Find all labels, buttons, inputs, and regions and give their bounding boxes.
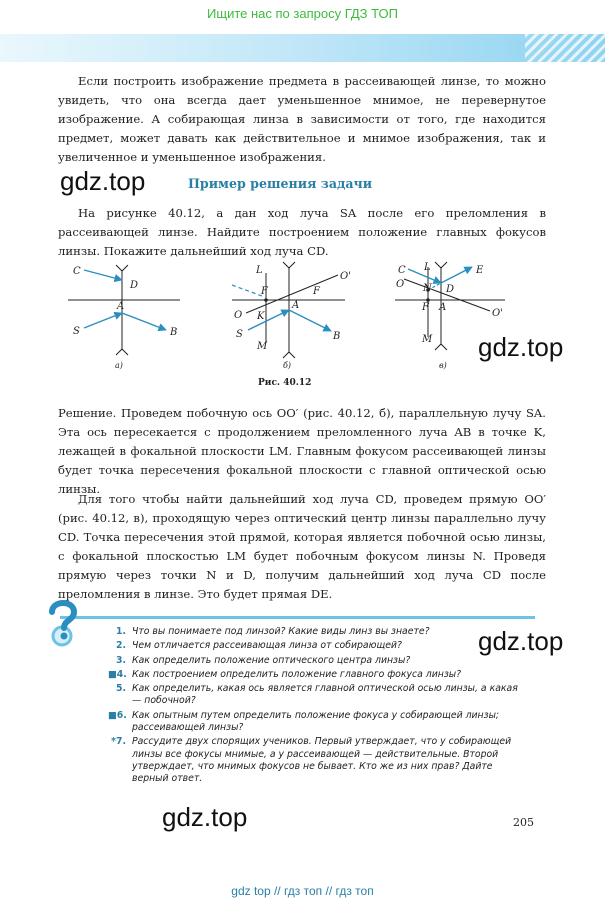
label-L: L — [256, 265, 263, 276]
questions-list — [108, 626, 528, 788]
label-F: F — [422, 302, 429, 313]
question-item: *7. Рассудите двух спорящих учеников. Первый утверждает, что у собирающей линзы все фокусы мнимые, а у рассеивающей — действительные. Второй утверждает, что мнимых фокусов не бывает. Кто же из них прав? Дайте верный ответ. — [111, 736, 512, 785]
label-D: D — [446, 284, 455, 295]
label-D: D — [130, 280, 139, 291]
label-C: C — [398, 265, 406, 276]
label-F-left: F — [261, 286, 268, 297]
label-A: A — [292, 300, 300, 311]
label-A: A — [117, 301, 125, 312]
label-S: S — [73, 326, 80, 337]
subfigure-a — [68, 265, 180, 355]
question-item: 2. Чем отличается рассеивающая линза от собирающей? — [115, 640, 402, 652]
label-A: A — [439, 302, 447, 313]
watermark: gdz.top — [478, 332, 564, 362]
subfig-b-label: б) — [283, 361, 292, 370]
watermark: gdz.top — [162, 802, 248, 832]
label-O: O — [396, 279, 405, 290]
example-title: Пример решения задачи — [188, 176, 373, 191]
subfig-c-label: в) — [439, 361, 447, 370]
label-C: C — [73, 266, 81, 277]
label-L: L — [424, 262, 431, 273]
task-paragraph: На рисунке 40.12, а дан ход луча SA после его преломления в рассеивающей линзе. Найдите построением положение главных фокусов линзы. Покажите дальнейший ход луча CD. — [58, 206, 546, 258]
label-S: S — [236, 329, 243, 340]
intro-paragraph: Если построить изображение предмета в рассеивающей линзе, то можно увидеть, что она всегда дает уменьшенное мнимое, не перевернутое изображение. А собирающая линза в зависимости от того, где находится предмет, может давать как действительное и мнимое изображения, так и увеличенное и уменьшенное изображения. — [58, 74, 546, 164]
label-F-right: F — [313, 286, 320, 297]
figure-caption: Рис. 40.12 — [258, 378, 312, 388]
question-item: 3. Как определить положение оптического центра линзы? — [115, 654, 411, 666]
watermark: gdz.top — [478, 626, 564, 656]
question-item: 1. Что вы понимаете под линзой? Какие виды линз вы знаете? — [115, 626, 430, 637]
label-B: B — [170, 327, 178, 338]
label-E: E — [476, 265, 484, 276]
question-item: ■4. Как построением определить положение главного фокуса линзы? — [108, 668, 462, 680]
label-N: N — [423, 283, 432, 294]
question-mark-icon — [42, 598, 88, 648]
watermark: gdz.top — [60, 166, 146, 196]
label-M: M — [422, 334, 433, 345]
header-band — [0, 34, 605, 62]
question-item: 5. Как определить, какая ось является главной оптической осью линзы, а какая — побочной? — [115, 683, 518, 707]
subfigure-b — [232, 262, 351, 358]
label-K: K — [257, 311, 265, 322]
footer-links[interactable]: gdz top // гдз топ // гдз топ — [231, 884, 374, 898]
question-item: ■6. Как опытным путем определить положение фокуса у собирающей линзы; рассеивающей линзы? — [108, 709, 500, 734]
label-M: M — [257, 341, 268, 352]
solution-paragraph-1: Решение. Проведем побочную ось OO′ (рис. 40.12, б), параллельную лучу SA. Эта ось пересекается с продолжением преломленного луча AB в точке K, лежащей в фокальной плоскости LM. Главным фокусом рассеивающей линзы будет точка пересечения фокальной плоскости с главной оптической осью линзы. — [58, 406, 546, 496]
page-number: 205 — [513, 816, 534, 829]
label-O-prime: O' — [340, 271, 351, 282]
top-search-link[interactable]: Ищите нас по запросу ГДЗ ТОП — [207, 6, 398, 21]
label-O-prime: O' — [492, 308, 503, 319]
questions-rule — [60, 616, 535, 619]
label-B: B — [333, 331, 341, 342]
subfig-a-label: а) — [115, 361, 123, 370]
label-O: O — [234, 310, 243, 321]
header-stripes — [525, 34, 605, 62]
solution-paragraph-2: Для того чтобы найти дальнейший ход луча CD, проведем прямую OO′ (рис. 40.12, в), проходящую через оптический центр линзы параллельно лучу CD. Точка пересечения этой прямой, которая является побочной осью линзы, с фокальной плоскостью LM будет побочным фокусом линзы N. Проведя прямую через точки N и D, получим дальнейший ход луча CD после преломления в линзе. Это будет прямая DE. — [58, 492, 546, 601]
